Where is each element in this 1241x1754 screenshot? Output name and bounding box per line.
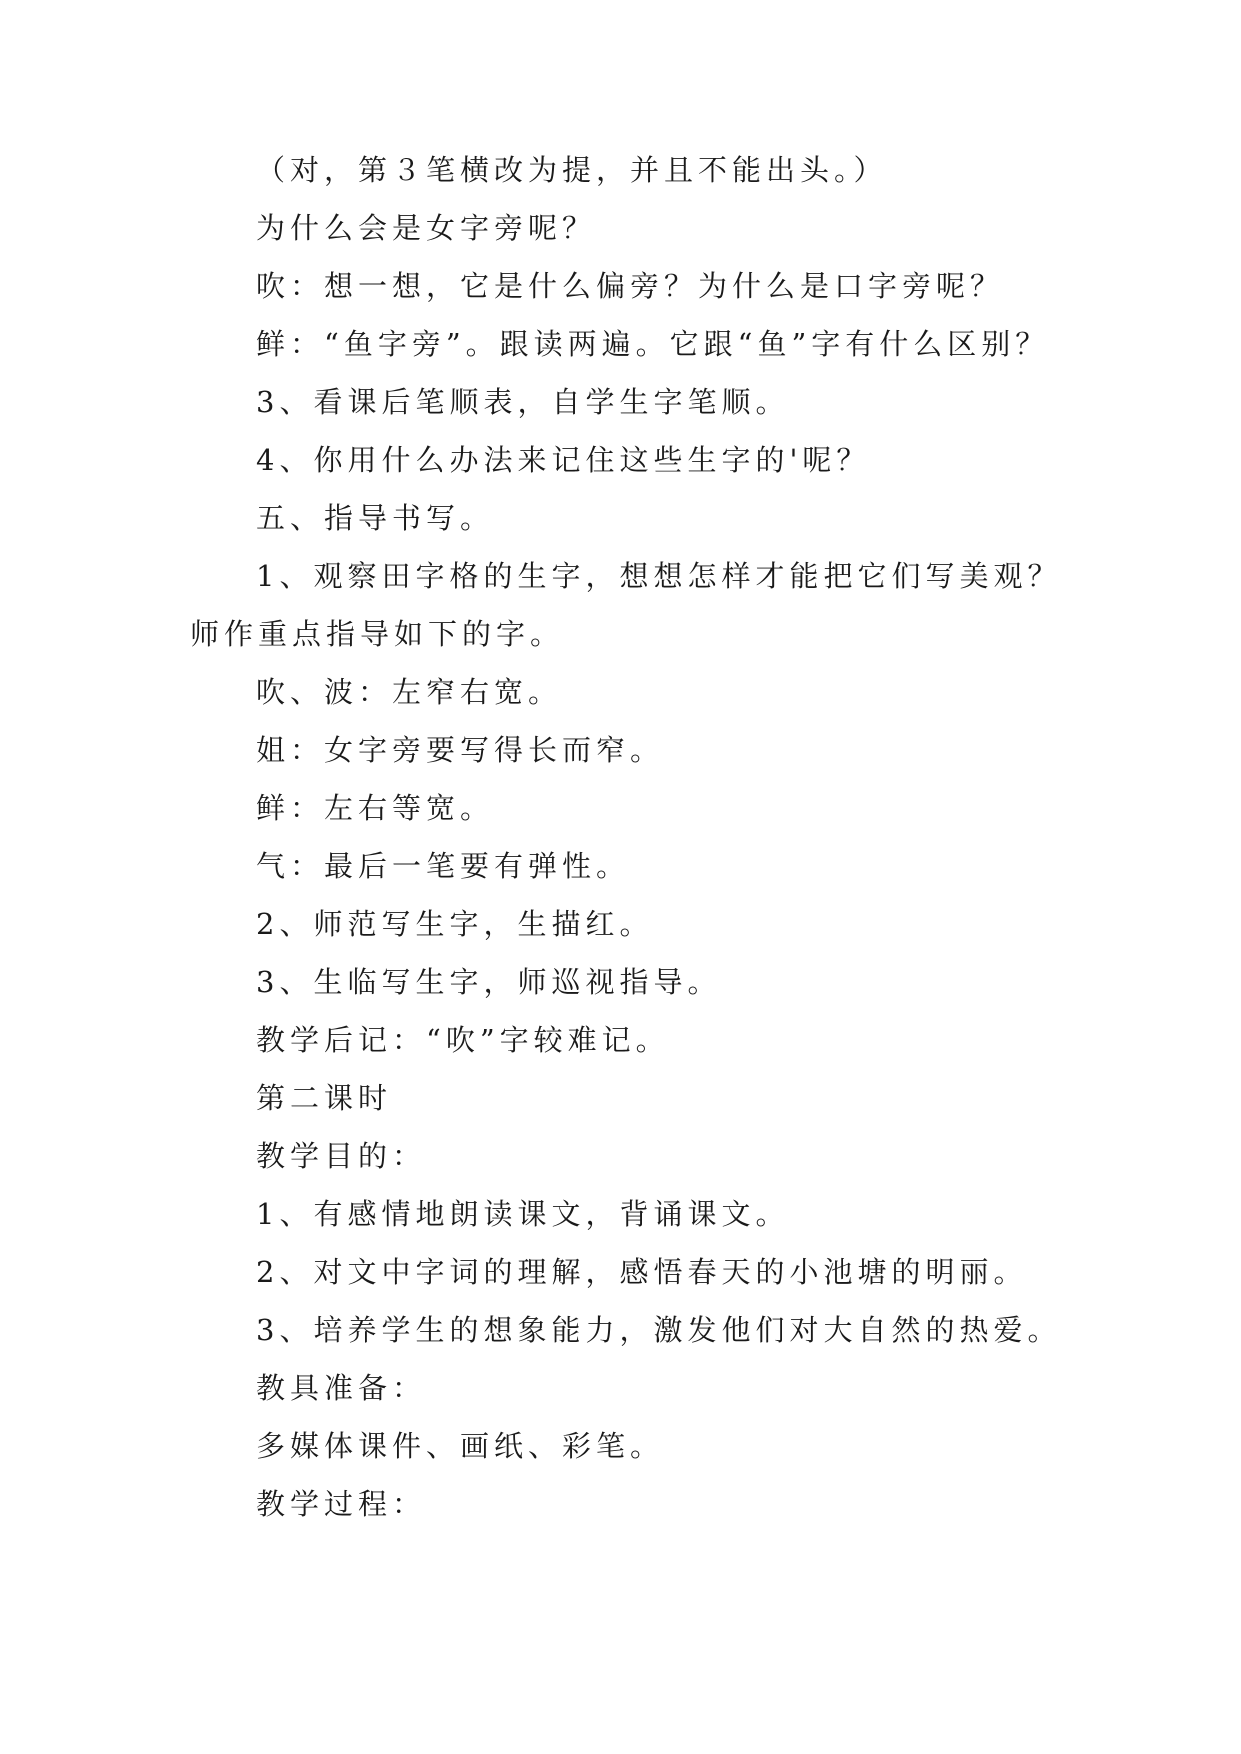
text-line: 1、有感情地朗读课文，背诵课文。: [256, 1197, 790, 1231]
text-line: 教学后记：“吹”字较难记。: [256, 1023, 670, 1057]
text-line: 姐：女字旁要写得长而窄。: [256, 733, 665, 767]
text-line: 师作重点指导如下的字。: [190, 617, 565, 651]
text-line: 1、观察田字格的生字，想想怎样才能把它们写美观？: [256, 559, 1062, 593]
text-line: 4、你用什么办法来记住这些生字的'呢？: [256, 443, 871, 477]
text-line: 为什么会是女字旁呢？: [256, 211, 597, 245]
text-line: 3、看课后笔顺表，自学生字笔顺。: [256, 385, 790, 419]
text-line: 鲜：左右等宽。: [256, 791, 495, 825]
text-line: （对，第３笔横改为提，并且不能出头。）: [256, 153, 888, 187]
text-line: 多媒体课件、画纸、彩笔。: [256, 1429, 665, 1463]
text-line: 2、师范写生字，生描红。: [256, 907, 654, 941]
text-line: 3、培养学生的想象能力，激发他们对大自然的热爱。: [256, 1313, 1062, 1347]
text-line: 气：最后一笔要有弹性。: [256, 849, 631, 883]
text-line: 3、生临写生字，师巡视指导。: [256, 965, 722, 999]
section-heading: 第二课时: [256, 1081, 393, 1115]
text-line: 教学过程：: [256, 1487, 427, 1521]
text-line: 吹：想一想，它是什么偏旁？为什么是口字旁呢？: [256, 269, 1005, 303]
text-line: 教具准备：: [256, 1371, 427, 1405]
text-line: 2、对文中字词的理解，感悟春天的小池塘的明丽。: [256, 1255, 1028, 1289]
text-line: 吹、波：左窄右宽。: [256, 675, 563, 709]
text-line: 鲜：“鱼字旁”。跟读两遍。它跟“鱼”字有什么区别？: [256, 327, 1050, 361]
text-line: 五、指导书写。: [256, 501, 495, 535]
text-line: 教学目的：: [256, 1139, 427, 1173]
